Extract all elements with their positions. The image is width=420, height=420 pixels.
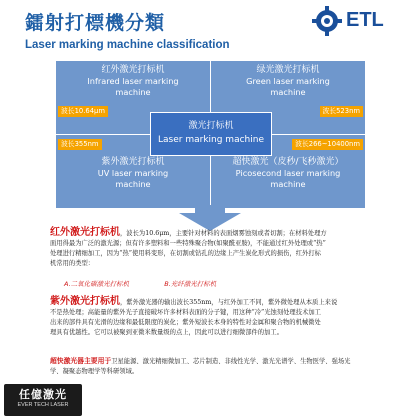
section-ultrafast-text-2: 学、凝聚态物理学等科研领域。 xyxy=(50,368,139,375)
section-ultrafast-text: 卫星能源、激光精细微加工、芯片制造、非线性光学、激光光谱学、生物医学、强场光 xyxy=(111,358,351,365)
quadrant-uv-cn: 紫外激光打标机 xyxy=(101,157,165,167)
etl-gear-logo-icon xyxy=(312,6,342,36)
company-stamp xyxy=(4,384,82,416)
section-uv-line-2: 不是热处理；高能量的紫外光子直接破坏许多材料表面的分子键，用这种“冷”光蚀刻处理技术加工 xyxy=(50,309,321,316)
quadrant-green-en1: Green laser marking xyxy=(246,76,330,86)
badge-uv-wavelength: 波长355nm xyxy=(58,139,102,150)
section-infrared-heading: 红外激光打标机 xyxy=(50,227,120,238)
company-stamp-cn: 任億激光 xyxy=(19,388,67,401)
infrared-type-fiber: B.光纤激光打标机 xyxy=(164,280,217,288)
badge-green-wavelength: 波长523nm xyxy=(320,106,364,117)
section-uv-heading: 紫外激光打标机 xyxy=(50,296,120,307)
page-title: 鐳射打標機分類 xyxy=(25,12,166,34)
quadrant-uv-en1: UV laser marking xyxy=(97,168,169,178)
section-infrared xyxy=(50,228,415,290)
quadrant-ultrafast-en2: machine xyxy=(270,179,306,189)
classification-diagram xyxy=(55,60,365,210)
quadrant-infrared-en1: Infrared laser marking xyxy=(87,76,179,86)
section-infrared-line-3: 处理进行精细加工，因为“热”使用料变形，在切割或钻孔的边缘上产生炭化形式的损伤，红外打标 xyxy=(50,250,321,257)
section-infrared-line-1: ，波长为10.6μm，主要针对材料的表面烟雾蚀刻或者切割；在材料处理方 xyxy=(120,230,327,237)
quadrant-green-en2: machine xyxy=(270,87,306,97)
company-stamp-en: EVER TECH LASER xyxy=(17,402,69,408)
section-infrared-line-2: 面用得最为广泛的激光源；但有许多塑料和一些特殊聚合物(如聚酰亚胺)，不能通过红外处理或“热” xyxy=(50,240,326,247)
section-uv xyxy=(50,297,415,338)
quadrant-ultrafast-en1: Picosecond laser marking xyxy=(235,168,341,178)
section-ultrafast-heading: 超快激光器主要用于 xyxy=(50,357,112,365)
badge-ultrafast-wavelength: 波长266~10400nm xyxy=(292,139,363,150)
badge-infrared-wavelength: 波长10.64μm xyxy=(58,106,108,117)
quadrant-infrared-en2: machine xyxy=(115,87,151,97)
infrared-type-co2: A.二氧化碳激光打标机 xyxy=(64,280,130,288)
page-subtitle: Laser marking machine classification xyxy=(25,39,230,51)
quadrant-green-cn: 绿光激光打标机 xyxy=(256,65,320,75)
center-box-cn: 激光打标机 xyxy=(188,121,234,131)
section-infrared-line-4: 机常用的类型： xyxy=(50,260,95,267)
quadrant-uv-en2: machine xyxy=(115,179,151,189)
section-ultrafast xyxy=(50,356,415,377)
center-box xyxy=(150,112,272,156)
logo-text: ETL xyxy=(346,9,384,31)
section-uv-line-3: 出来的部件具有光滑的边缘和最低限度的炭化；紫外短波长本身的特性对金属和聚合物的机械微处 xyxy=(50,319,321,326)
quadrant-ultrafast-cn: 超快激光（皮秒/飞秒激光） xyxy=(232,157,344,167)
section-uv-line-1: ，紫外激光器的输出波长355nm，与红外加工不同，紫外微处理从本质上来说 xyxy=(120,299,338,306)
section-uv-line-4: 理具有优越性。它可以被聚到亚微米数量级的点上，因此可以进行细微部件的加工。 xyxy=(50,329,283,336)
quadrant-infrared-cn: 红外激光打标机 xyxy=(101,65,165,75)
center-box-en: Laser marking machine xyxy=(158,135,264,145)
